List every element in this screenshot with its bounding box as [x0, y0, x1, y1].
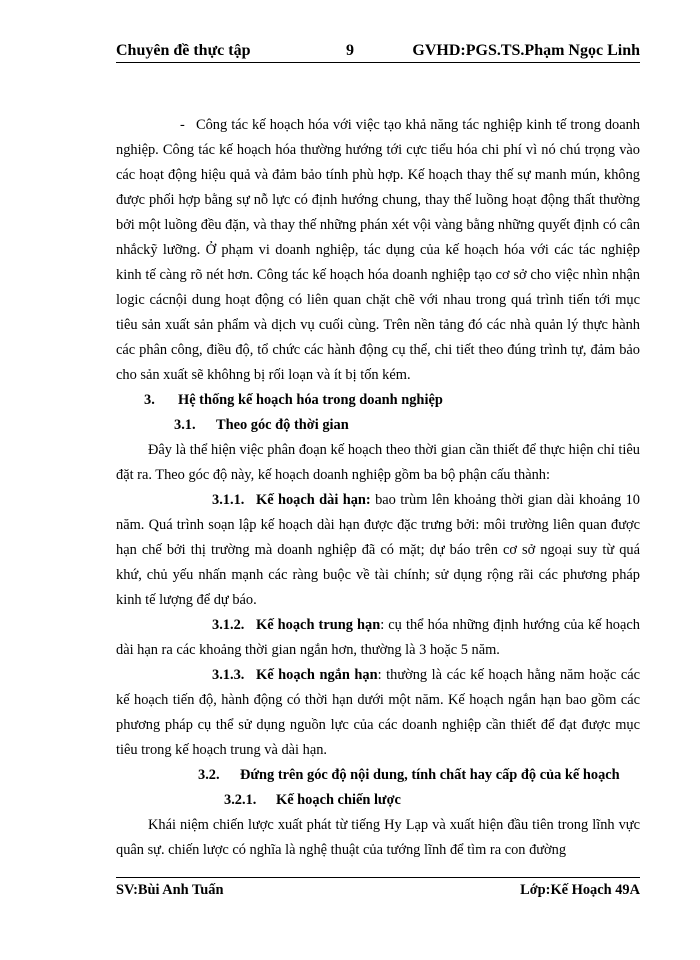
paragraph-planning-effect [116, 113, 640, 388]
heading-section-3-2-1 [116, 788, 640, 813]
heading-section-3 [116, 388, 640, 413]
heading-title: Hệ thống kế hoạch hóa trong doanh nghiệp [178, 392, 443, 408]
heading-title: Đứng trên góc độ nội dung, tính chất hay cấp độ của kế hoạch [240, 767, 620, 783]
paragraph-text: : cụ thể hóa những định hướng của kế hoạch dài hạn ra các khoảng thời gian ngắn hơn, thường là 3 hoặc 5 năm. [116, 617, 640, 658]
heading-title: Kế hoạch ngắn hạn [256, 667, 378, 683]
heading-section-3-2 [116, 763, 640, 788]
heading-number: 3.2. [198, 767, 220, 783]
page-footer [116, 877, 640, 904]
paragraph-time-perspective: Đây là thể hiện việc phân đoạn kế hoạch theo thời gian cần thiết để thực hiện chỉ tiêu đặt ra. Theo góc độ này, kế hoạch doanh nghiệp gồm ba bộ phận cấu thành: [116, 442, 640, 483]
heading-title: Theo góc độ thời gian [216, 417, 349, 433]
heading-number: 3.2.1. [224, 792, 257, 808]
heading-section-3-1 [116, 413, 640, 438]
heading-number: 3.1. [174, 417, 196, 433]
header-document-title: Chuyên đề thực tập [116, 42, 251, 59]
paragraph-strategy-concept: Khái niệm chiến lược xuất phát từ tiếng Hy Lạp và xuất hiện đầu tiên trong lĩnh vực quân sự. chiến lược có nghĩa là nghệ thuật của tướng lĩnh để tìm ra con đường [116, 817, 640, 858]
footer-class: Lớp:Kế Hoạch 49A [520, 882, 640, 898]
footer-student: SV:Bùi Anh Tuấn [116, 882, 224, 898]
heading-number: 3.1.1. [212, 492, 245, 508]
section-3-1-1 [116, 488, 640, 613]
paragraph-text: bao trùm lên khoảng thời gian dài khoảng 10 năm. Quá trình soạn lập kế hoạch dài hạn được đặc trưng bởi: môi trường liên quan được hạn chế bởi thị trường mà doanh nghiệp đã có mặt; dự báo trên cơ sở ngoại suy từ quá khứ, chủ yếu nhấn mạnh các ràng buộc về tài chính; sử dụng rộng rãi các phương pháp kinh tế lượng để dự báo. [116, 492, 640, 608]
heading-number: 3. [144, 392, 155, 408]
heading-title: Kế hoạch dài hạn: [256, 492, 371, 508]
list-dash: - [180, 117, 185, 133]
document-body [116, 113, 640, 863]
page-header [116, 38, 640, 63]
header-advisor: GVHD:PGS.TS.Phạm Ngọc Linh [412, 42, 640, 59]
section-3-1-3 [116, 663, 640, 763]
header-page-number: 9 [346, 42, 354, 59]
section-3-1-2 [116, 613, 640, 663]
heading-number: 3.1.3. [212, 667, 245, 683]
heading-number: 3.1.2. [212, 617, 245, 633]
paragraph-text: : thường là các kế hoạch hằng năm hoặc các kế hoạch tiến độ, hành động có thời hạn dưới một năm. Kế hoạch ngắn hạn bao gồm các phương pháp cụ thể sử dụng nguồn lực của các doanh nghiệp cần thiết để đạt được mục tiêu trong kế hoạch trung và dài hạn. [116, 667, 641, 758]
heading-title: Kế hoạch trung hạn [256, 617, 381, 633]
paragraph-text: Công tác kế hoạch hóa với việc tạo khả năng tác nghiệp kinh tế trong doanh nghiệp. Công tác kế hoạch hóa thường hướng tới cực tiểu hóa chi phí vì nó chú trọng vào các hoạt động hiệu quả và đảm bảo tính phù hợp. Kế hoạch thay thế sự manh mún, không được phối hợp bằng sự nỗ lực có định hướng chung, thay thế luồng hoạt động thất thường bởi một luồng đều đặn, và thay thế những phán xét vội vàng bằng những quyết định có cân nhắckỹ lưỡng. Ở phạm vi doanh nghiệp, tác dụng của kế hoạch hóa với các tác nghiệp kinh tế càng rõ nét hơn. Công tác kế hoạch hóa doanh nghiệp tạo cơ sở cho việc nhìn nhận logic cácnội dung hoạt động có liên quan chặt chẽ với nhau trong quá trình tiến tới mục tiêu sản xuất sản phẩm và dịch vụ cuối cùng. Trên nền tảng đó các nhà quản lý thực hành các phân công, điều độ, tổ chức các hành động cụ thể, chi tiết theo đúng trình tự, đảm bảo cho sản xuất sẽ khôhng bị rối loạn và ít bị tốn kém. [116, 117, 640, 383]
heading-title: Kế hoạch chiến lược [276, 792, 401, 808]
